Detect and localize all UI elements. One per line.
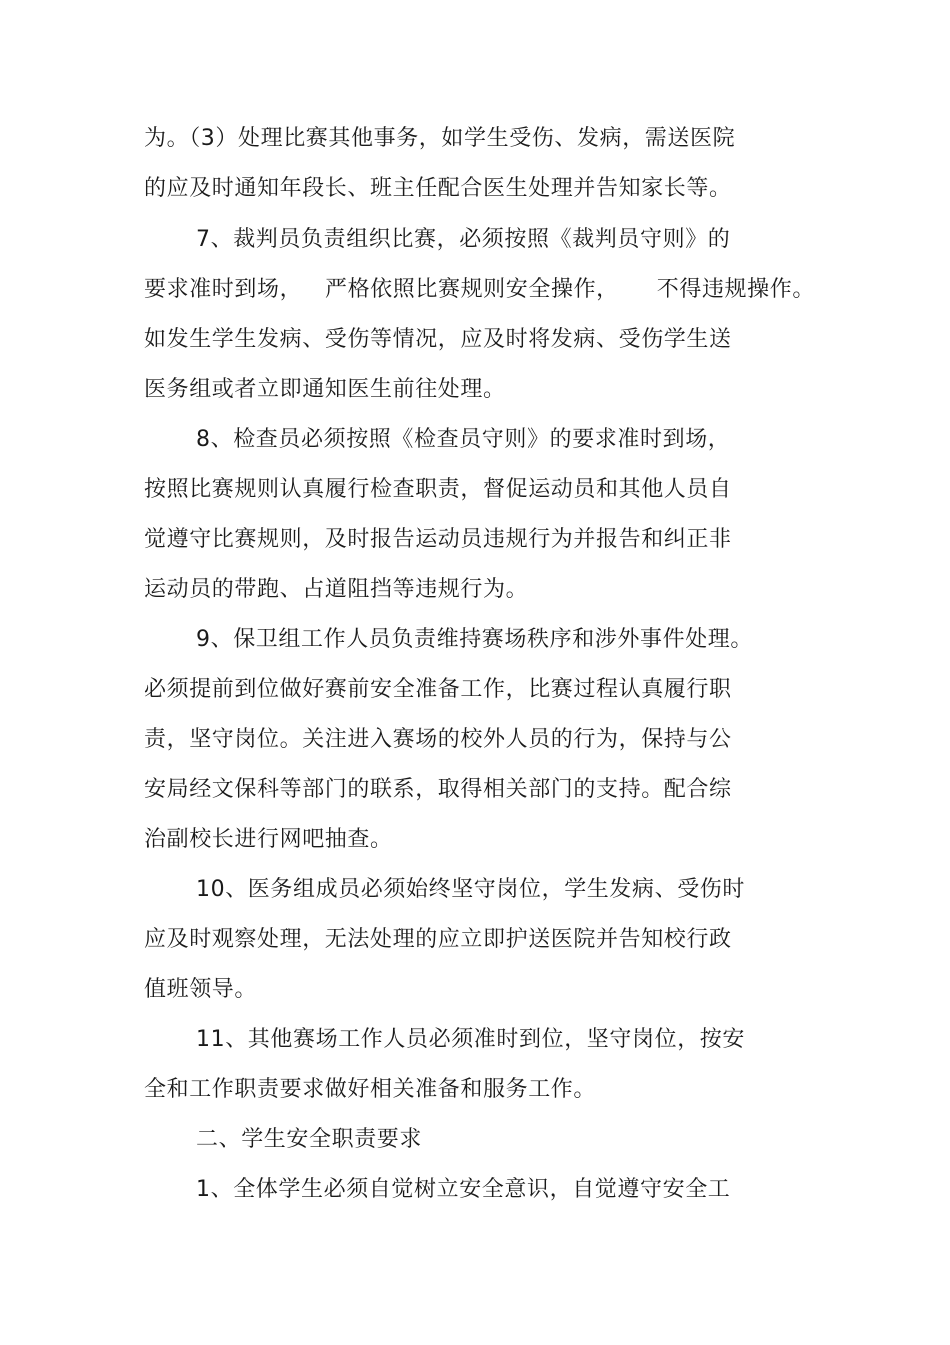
paragraph-start-11: 11、其他赛场工作人员必须准时到位，坚守岗位，按安 (196, 1027, 745, 1052)
section-heading: 二、学生安全职责要求 (196, 1127, 423, 1152)
text-line: 的应及时通知年段长、班主任配合医生处理并告知家长等。 (144, 176, 732, 201)
text-line: 如发生学生发病、受伤等情况，应及时将发病、受伤学生送 (144, 327, 732, 352)
text-line: 运动员的带跑、占道阻挡等违规行为。 (144, 577, 529, 602)
text-line: 觉遵守比赛规则，及时报告运动员违规行为并报告和纠正非 (144, 527, 732, 552)
paragraph-start-10: 10、医务组成员必须始终坚守岗位，学生发病、受伤时 (196, 877, 745, 902)
paragraph-start-7: 7、裁判员负责组织比赛，必须按照《裁判员守则》的 (196, 227, 731, 252)
text-line: 要求准时到场， 严格依照比赛规则安全操作， 不得违规操作。 (144, 277, 815, 302)
text-line: 按照比赛规则认真履行检查职责，督促运动员和其他人员自 (144, 477, 732, 502)
text-line: 值班领导。 (144, 977, 258, 1002)
paragraph-start-8: 8、检查员必须按照《检查员守则》的要求准时到场， (196, 427, 731, 452)
text-line: 医务组或者立即通知医生前往处理。 (144, 377, 506, 402)
text-line: 应及时观察处理，无法处理的应立即护送医院并告知校行政 (144, 927, 732, 952)
text-line: 必须提前到位做好赛前安全准备工作，比赛过程认真履行职 (144, 677, 732, 702)
text-line: 治副校长进行网吧抽查。 (144, 827, 393, 852)
text-line: 为。（3）处理比赛其他事务，如学生受伤、发病，需送医院 (144, 126, 736, 151)
paragraph-start-1: 1、全体学生必须自觉树立安全意识，自觉遵守安全工 (196, 1177, 731, 1202)
text-line: 责，坚守岗位。关注进入赛场的校外人员的行为，保持与公 (144, 727, 732, 752)
paragraph-start-9: 9、保卫组工作人员负责维持赛场秩序和涉外事件处理。 (196, 627, 753, 652)
text-line: 全和工作职责要求做好相关准备和服务工作。 (144, 1077, 597, 1102)
text-line: 安局经文保科等部门的联系，取得相关部门的支持。配合综 (144, 777, 732, 802)
